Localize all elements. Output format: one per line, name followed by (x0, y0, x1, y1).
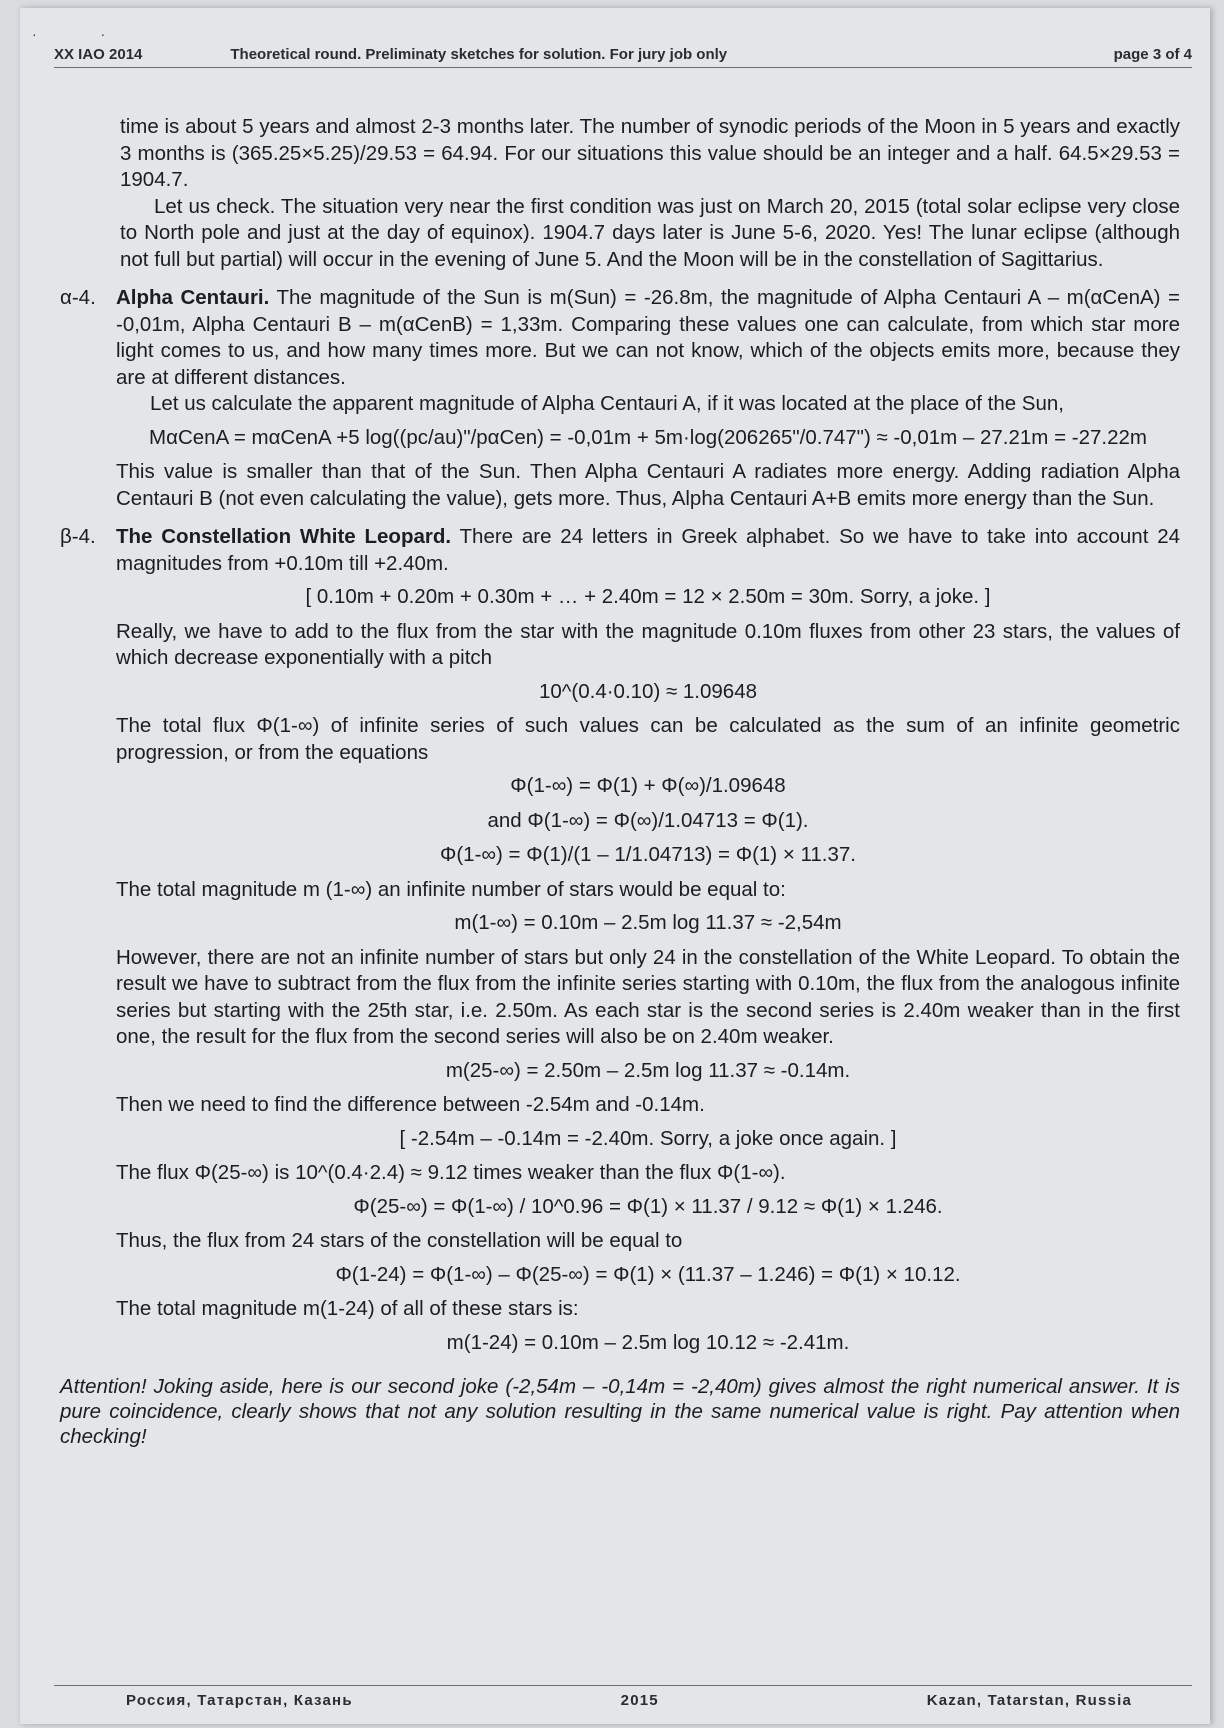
equation-beta-6: m(1-∞) = 0.10m – 2.5m log 11.37 ≈ -2,54m (454, 911, 842, 934)
equation-beta-9: Φ(25-∞) = Φ(1-∞) / 10^0.96 = Φ(1) × 11.37 / 9.12 ≈ Φ(1) × 1.246. (353, 1194, 943, 1218)
header-left: XX IAO 2014 (54, 46, 143, 63)
section-alpha-paragraph-2: Let us calculate the apparent magnitude of Alpha Centauri A, if it was located at the place of the Sun, (150, 392, 1064, 415)
equation-alpha-1: MαCenA = mαCenA +5 log((pc/au)"/pαCen) = -0,01m + 5m·log(206265"/0.747") ≈ -0,01m – 27.21m = -27.22m (149, 425, 1147, 449)
section-beta-paragraph-1 (116, 524, 1180, 577)
header-title: Theoretical round. Preliminaty sketches for solution. For jury job only (230, 46, 728, 63)
equation-beta-8: [ -2.54m – -0.14m = -2.40m. Sorry, a joke once again. ] (399, 1126, 897, 1150)
section-beta-paragraph-5: However, there are not an infinite number of stars but only 24 in the constellation of the White Leopard. To obtain the result we have to subtract from the flux from the infinite series starting with 0.10m, the flux from the analogous infinite series but starting with the 25th star, i.e. 2.50m. As each star is the second series is 2.40m weaker than in the first one, the result for the flux from the second series will also be on 2.40m weaker. (116, 945, 1180, 1048)
section-alpha-label: α-4. (60, 286, 96, 309)
page-header (54, 46, 1192, 68)
section-beta-paragraph-4: The total magnitude m (1-∞) an infinite number of stars would be equal to: (116, 877, 786, 901)
section-beta-paragraph-3: The total flux Φ(1-∞) of infinite series of such values can be calculated as the sum of an infinite geometric progression, or from the equations (116, 714, 1180, 764)
equation-beta-4: and Φ(1-∞) = Φ(∞)/1.04713 = Φ(1). (487, 808, 809, 832)
section-beta-paragraph-9: The total magnitude m(1-24) of all of these stars is: (116, 1297, 579, 1320)
equation-beta-10: Φ(1-24) = Φ(1-∞) – Φ(25-∞) = Φ(1) × (11.37 – 1.246) = Φ(1) × 10.12. (335, 1262, 961, 1286)
section-beta-paragraph-6: Then we need to find the difference between -2.54m and -0.14m. (116, 1093, 705, 1116)
intro-paragraph-1: time is about 5 years and almost 2-3 months later. The number of synodic periods of the Moon in 5 years and exactly 3 months is (365.25×5.25)/29.53 = 64.94. For our situations this value should be an integer and a half. 64.5×29.53 = 1904.7. (120, 115, 1180, 191)
equation-beta-11: m(1-24) = 0.10m – 2.5m log 10.12 ≈ -2.41m. (446, 1330, 850, 1354)
equation-beta-3: Φ(1-∞) = Φ(1) + Φ(∞)/1.09648 (510, 774, 786, 797)
attention-note: Attention! Joking aside, here is our second joke (-2,54m – -0,14m = -2,40m) gives almost the right numerical answer. It is pure coincidence, clearly shows that not any solution resulting in the same numerical value is right. Pay attention when checking! (60, 1375, 1180, 1448)
section-alpha (60, 285, 1180, 512)
footer-year: 2015 (620, 1692, 659, 1709)
intro-paragraph-2: Let us check. The situation very near the first condition was just on March 20, 2015 (total solar eclipse very close to North pole and just at the day of equinox). 1904.7 days later is June 5-6, 2020. Yes! The lunar eclipse (although not full but partial) will occur in the evening of June 5. And the Moon will be in the constellation of Sagittarius. (120, 194, 1180, 271)
section-beta-paragraph-7: The flux Φ(25-∞) is 10^(0.4·2.4) ≈ 9.12 times weaker than the flux Φ(1-∞). (116, 1161, 786, 1184)
section-alpha-text-1: The magnitude of the Sun is m(Sun) = -26.8m, the magnitude of Alpha Centauri A – m(αCenA) = -0,01m, Alpha Centauri B – m(αCenB) = 1,33m. Comparing these values one can calculate, from which star more light comes to us, and how many times more. But we can not know, which of the objects emits more, because they are at different distances. (116, 286, 1180, 389)
equation-beta-7: m(25-∞) = 2.50m – 2.5m log 11.37 ≈ -0.14m. (445, 1058, 851, 1082)
section-beta-paragraph-2: Really, we have to add to the flux from the star with the magnitude 0.10m fluxes from other 23 stars, the values of which decrease exponentially with a pitch (116, 619, 1180, 669)
section-alpha-paragraph-1 (116, 285, 1180, 391)
equation-beta-1: [ 0.10m + 0.20m + 0.30m + … + 2.40m = 12 × 2.50m = 30m. Sorry, a joke. ] (305, 585, 991, 608)
footer-left: Россия, Татарстан, Казань (126, 1692, 353, 1709)
section-alpha-paragraph-3: This value is smaller than that of the Sun. Then Alpha Centauri A radiates more energy. Adding radiation Alpha Centauri B (not even calculating the value), gets more. Thus, Alpha Centauri A+B emits more energy than the Sun. (116, 460, 1180, 510)
section-beta-text-1: There are 24 letters in Greek alphabet. So we have to take into account 24 magnitudes from +0.10m till +2.40m. (116, 525, 1180, 575)
scan-dots: · · (32, 26, 136, 42)
section-alpha-title: Alpha Centauri. (116, 286, 270, 309)
equation-beta-5: Φ(1-∞) = Φ(1)/(1 – 1/1.04713) = Φ(1) × 11.37. (440, 843, 856, 866)
section-beta-paragraph-8: Thus, the flux from 24 stars of the constellation will be equal to (116, 1229, 683, 1252)
document-body (60, 114, 1180, 1449)
section-beta (60, 524, 1180, 1364)
header-page-number: page 3 of 4 (1113, 46, 1192, 63)
footer-right: Kazan, Tatarstan, Russia (926, 1692, 1132, 1709)
page-footer (54, 1685, 1192, 1709)
section-beta-title: The Constellation White Leopard. (116, 525, 452, 548)
section-beta-label: β-4. (60, 525, 96, 548)
equation-beta-2: 10^(0.4·0.10) ≈ 1.09648 (538, 679, 758, 703)
document-page (20, 8, 1210, 1724)
